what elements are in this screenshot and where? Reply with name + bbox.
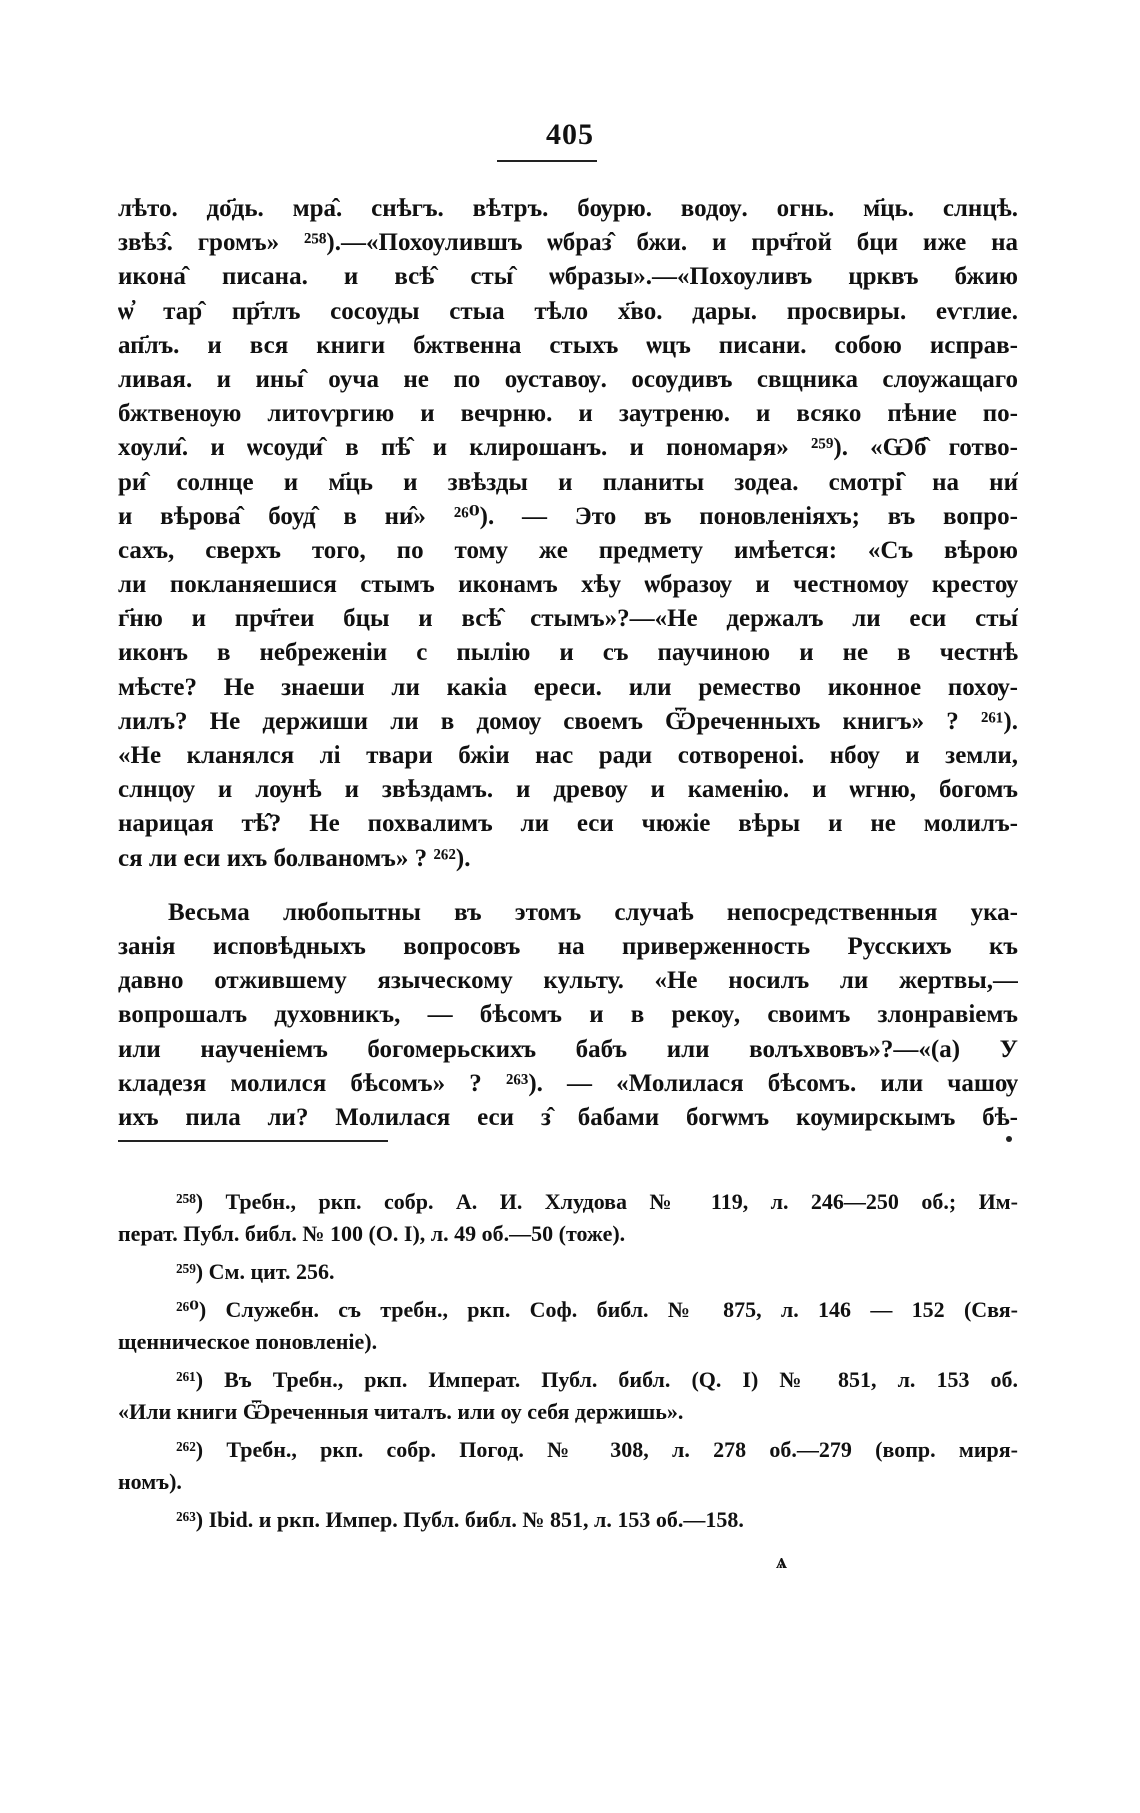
footnote-261	[118, 1364, 1018, 1428]
footnote-line: перат. Публ. библ. № 100 (О. I), л. 49 об.—50 (тоже).	[118, 1221, 626, 1246]
text-line: или наученіемъ богомерьскихъ бабъ или волъхвовъ»?—«(а) У	[118, 1035, 1018, 1063]
text-line: звѣз̂. громъ» ²⁵⁸).—«Похоулившъ ѡбраз̂ бжи. и прч҃той бци иже на	[118, 229, 1018, 257]
text-line: иконъ в небреженіи с пылію и съ паучиною и не в честнѣ	[118, 639, 1018, 667]
footnote-line: ²⁵⁹) См. цит. 256.	[176, 1259, 335, 1284]
text-line: сахъ, сверхъ того, по тому же предмету имѣется: «Съ вѣрою	[118, 536, 1018, 564]
footnote-line: ²⁵⁸) Требн., ркп. собр. А. И. Хлудова № 119, л. 246—250 об.; Им-	[176, 1189, 1018, 1214]
text-line: нарицая тѣ̂? Не похвалимъ ли еси чюжіе вѣры и не молилъ-	[118, 810, 1018, 838]
text-line: бжтвенѹю литоѵргию и вечрню. и заутреню. и всяко пѣние по-	[118, 400, 1018, 428]
text-line: ливая. и ины̂ оуча не по оуставѹ. осѹдивъ свщника слѹжащаго	[118, 365, 1018, 393]
text-line: ли покланяешися стымъ иконамъ хѣу ѡбразѹ и честномѹ крестѹ	[118, 571, 1018, 599]
footnote-259	[118, 1256, 1018, 1288]
text-line: вопрошалъ духовникъ, — бѣсомъ и в рекѹ, своимъ злонравіемъ	[118, 1001, 1018, 1029]
text-line: занія исповѣдныхъ вопросовъ на приверженность Русскихъ къ	[118, 932, 1018, 960]
footnote-262	[118, 1434, 1018, 1498]
footnote-line: номъ).	[118, 1469, 182, 1494]
footnote-line: «Или книги Ѿреченныя читалъ. или оу себя держишь».	[118, 1399, 684, 1424]
stray-dot	[1006, 1136, 1012, 1142]
footnote-separator	[118, 1140, 388, 1142]
footnote-260	[118, 1294, 1018, 1358]
text-line: ихъ пила ли? Молилася еси з̂ бабами богѡмъ кѹмирскымъ бѣ-	[118, 1103, 1018, 1131]
paragraph-2	[118, 896, 1018, 1135]
text-line: ѡ҆ тар̂ пр҃тлъ сосоуды стыа тѣло х҃во. дары. просвиры. еѵглие.	[118, 297, 1018, 325]
footnote-line: ²⁶⁰) Служебн. съ требн., ркп. Соф. библ. № 875, л. 146 — 152 (Свя-	[176, 1297, 1018, 1322]
text-line: кладезя молился бѣсомъ» ? ²⁶³). — «Молилася бѣсомъ. или чашѹ	[118, 1069, 1018, 1097]
paragraph-gap	[118, 876, 1018, 896]
text-line: мѣсте? Не знаеши ли какіа ереси. или ремество иконное похѹ-	[118, 673, 1018, 701]
text-line: г҃ню и прч҃теи бцы и всѣ̂ стымъ»?—«Не держалъ ли еси сты̂	[118, 605, 1018, 633]
text-line: слнцѹ и лѹнѣ и звѣздамъ. и древѹ и каменію. и ѡгню, богомъ	[118, 776, 1018, 804]
paragraph-1	[118, 192, 1018, 876]
text-line: и вѣрова̂ боуд̂ в ни̂» ²⁶⁰). — Это въ поновленіяхъ; въ вопро-	[118, 502, 1018, 530]
text-line: лилъ? Не держиши ли в домѹ своемъ Ѿреченныхъ книгъ» ? ²⁶¹).	[118, 707, 1018, 735]
text-line: ри̂ солнце и м҃ць и звѣзды и планиты зодеа. смотрі̂ на ни̂	[118, 468, 1018, 496]
footnote-line: ²⁶¹) Въ Требн., ркп. Императ. Публ. библ. (Q. I) № 851, л. 153 об.	[176, 1367, 1018, 1392]
text-line: лѣто. до҃дь. мра̂. снѣгъ. вѣтръ. бѹрю. водѹ. огнь. м҃ць. слнцѣ.	[118, 195, 1018, 222]
text-line: «Не кланялся лі твари бжіи нас ради сотвореноі. нбѹ и земли,	[118, 742, 1018, 769]
footnotes	[118, 1186, 1018, 1536]
text-line: икона̂ писана. и всѣ̂ сты̂ ѡбразы».—«Похѹливъ црквъ бжию	[118, 263, 1018, 291]
text-line: Весьма любопытны въ этомъ случаѣ непосредственныя ука-	[168, 898, 1018, 926]
footnote-258	[118, 1186, 1018, 1250]
page-number: 405	[546, 118, 594, 151]
text-line: хѹли̂. и ѡсоуди̂ в пѣ̂ и клирошанъ. и пономаря» ²⁵⁹). «Ѡб̂ готво-	[118, 434, 1018, 462]
main-text	[118, 192, 1018, 1135]
footnote-263	[118, 1504, 1018, 1536]
footnote-line: щенническое поновленіе).	[118, 1329, 378, 1354]
text-line: ся ли еси ихъ болваномъ» ? ²⁶²).	[118, 844, 471, 872]
footnote-line: ²⁶³) Ibid. и ркп. Импер. Публ. библ. № 851, л. 153 об.—158.	[176, 1507, 744, 1532]
page-number-underline	[497, 160, 597, 162]
footnote-line: ²⁶²) Требн., ркп. собр. Погод. № 308, л. 278 об.—279 (вопр. миря-	[176, 1437, 1018, 1462]
stray-mark: ѧ	[776, 1548, 787, 1573]
text-line: давно отжившему языческому культу. «Не носилъ ли жертвы,—	[118, 967, 1018, 995]
text-line: ап҃лъ. и вся книги бжтвенна стыхъ ѡцъ писани. собою исправ-	[118, 331, 1018, 359]
